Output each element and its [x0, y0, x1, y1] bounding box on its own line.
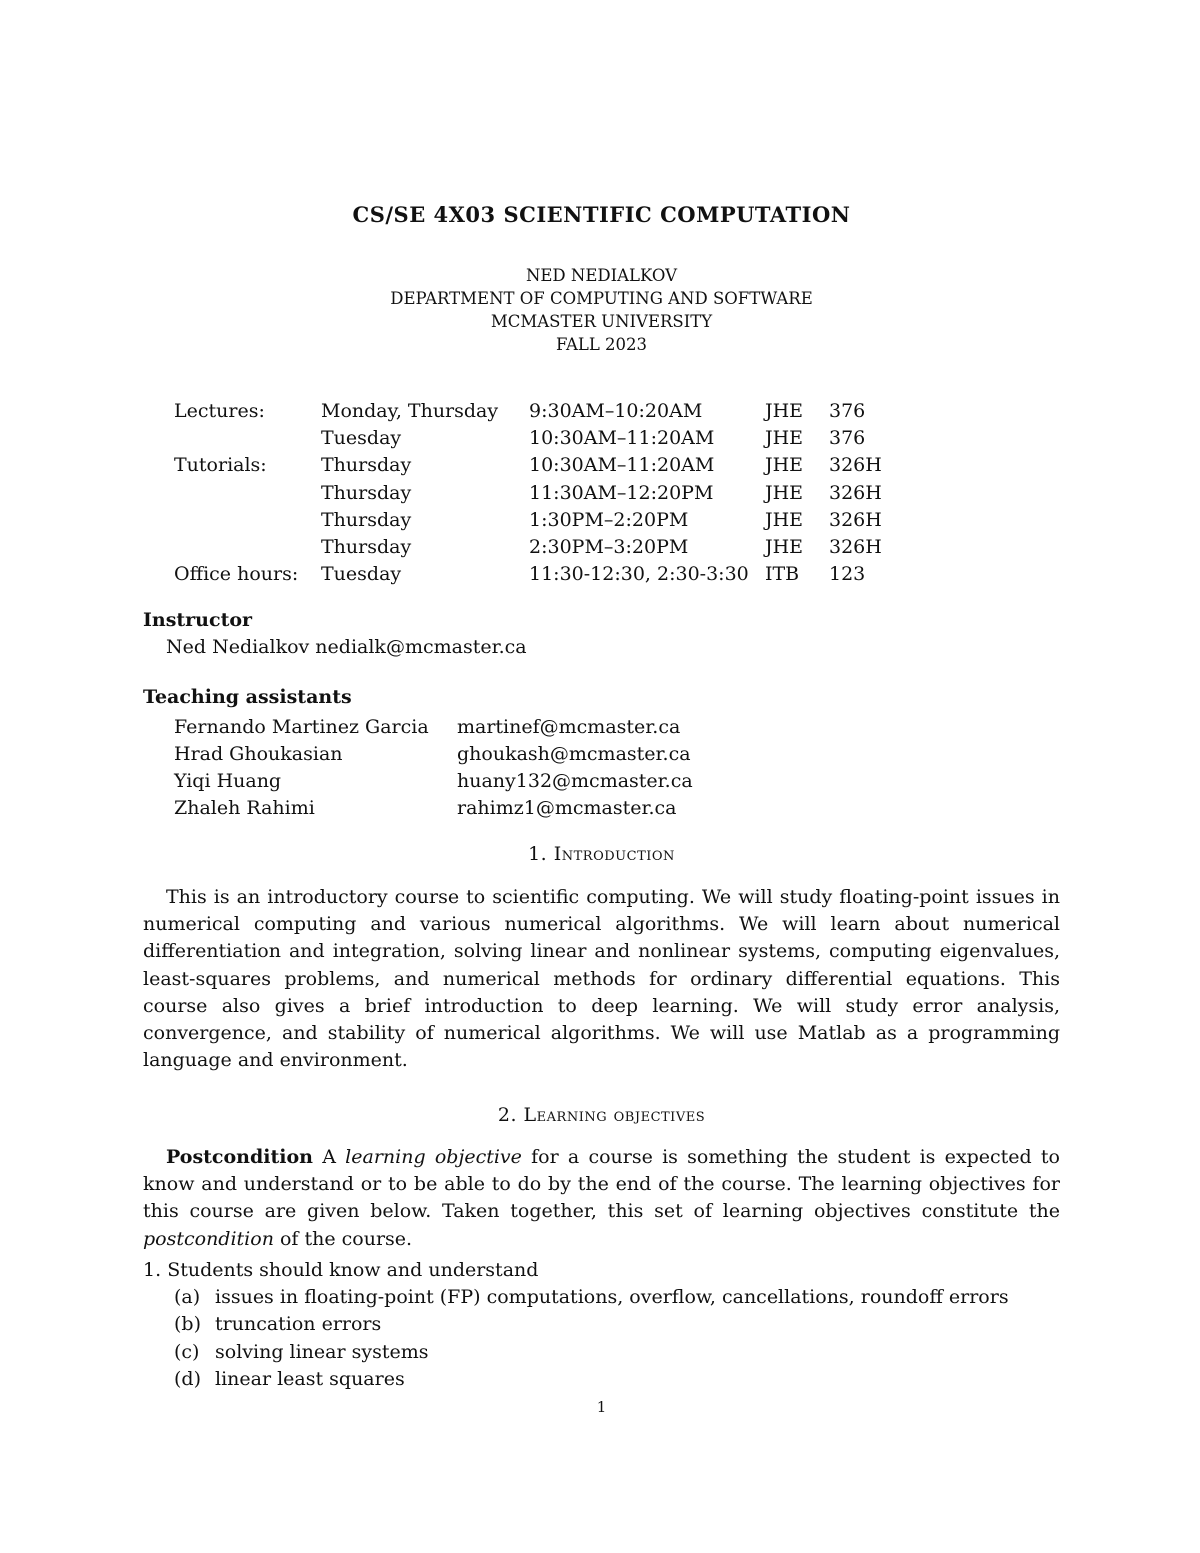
schedule-label: Lectures:: [174, 399, 265, 422]
schedule-row: [174, 479, 889, 506]
author-name: NED NEDIALKOV: [525, 266, 678, 285]
schedule-row: [174, 424, 889, 451]
ta-email: huany132@mcmaster.ca: [457, 769, 693, 792]
schedule-room: 326H: [829, 508, 882, 531]
schedule-time: 10:30AM–11:20AM: [529, 454, 715, 477]
list-item: [143, 1341, 1009, 1368]
subitem-label: (c): [174, 1340, 200, 1363]
course-title: CS/SE 4X03 SCIENTIFIC COMPUTATION: [352, 202, 851, 227]
schedule-room: 326H: [829, 536, 882, 559]
schedule-room: 326H: [829, 454, 882, 477]
objectives-list: [143, 1259, 1009, 1395]
subitem-label: (b): [174, 1313, 201, 1336]
table-row: [174, 740, 693, 767]
schedule-room: 123: [829, 563, 866, 586]
schedule-row: [174, 561, 889, 588]
schedule-time: 11:30AM–12:20PM: [529, 481, 714, 504]
item-text: Students should know and understand: [167, 1259, 539, 1281]
postcondition-text-c: of the course.: [279, 1227, 413, 1250]
schedule-time: 10:30AM–11:20AM: [529, 426, 715, 449]
table-row: [174, 795, 693, 822]
schedule-day: Tuesday: [321, 563, 402, 586]
schedule-building: JHE: [765, 399, 804, 422]
subitem-text: truncation errors: [215, 1313, 382, 1336]
postcondition-label: Postcondition: [166, 1146, 313, 1168]
university: MCMASTER UNIVERSITY: [490, 312, 713, 331]
subitem-label: (d): [174, 1367, 201, 1390]
schedule-row: [174, 506, 889, 533]
schedule-day: Thursday: [321, 536, 412, 559]
subitem-text: linear least squares: [215, 1367, 405, 1390]
schedule-building: JHE: [765, 508, 804, 531]
subitem-text: issues in floating-point (FP) computations, overflow, cancellations, roundoff errors: [215, 1286, 1009, 1309]
schedule-label: [174, 533, 321, 560]
schedule-row: [174, 533, 889, 560]
schedule-room: 326H: [829, 481, 882, 504]
schedule-label: [174, 424, 321, 451]
schedule-day: Thursday: [321, 454, 412, 477]
ta-name: Hrad Ghoukasian: [174, 742, 343, 765]
table-row: [174, 713, 693, 740]
list-item: [143, 1313, 1009, 1340]
instructor-heading: Instructor: [143, 609, 253, 631]
schedule-time: 2:30PM–3:20PM: [529, 536, 689, 559]
subitem-text: solving linear systems: [215, 1340, 429, 1363]
learning-objective-term: learning objective: [345, 1146, 522, 1168]
list-item: [143, 1368, 1009, 1395]
page-number: 1: [596, 1398, 607, 1416]
schedule-building: ITB: [765, 563, 800, 586]
ta-heading: Teaching assistants: [143, 686, 352, 708]
instructor-line: Ned Nedialkov nedialk@mcmaster.ca: [166, 636, 527, 658]
postcondition-term: postcondition: [143, 1227, 274, 1250]
schedule-day: Thursday: [321, 508, 412, 531]
schedule-table: [174, 397, 889, 588]
schedule-day: Monday, Thursday: [321, 399, 499, 422]
schedule-row: [174, 452, 889, 479]
list-item: [143, 1286, 1009, 1313]
schedule-label: Office hours:: [174, 563, 299, 586]
postcondition-text-a: A: [322, 1146, 336, 1168]
ta-name: Fernando Martinez Garcia: [174, 715, 429, 738]
schedule-time: 1:30PM–2:20PM: [529, 508, 689, 531]
term: FALL 2023: [555, 335, 648, 354]
author-block: [143, 264, 1060, 356]
schedule-room: 376: [829, 426, 866, 449]
postcondition-paragraph: [143, 1144, 1060, 1253]
schedule-room: 376: [829, 399, 866, 422]
schedule-time: 11:30-12:30, 2:30-3:30: [529, 563, 749, 586]
postcondition-text-b: for a course is something the student is expected to know and understand or to be able to do by the end of the course. The learning objectives for this course are given below. Taken together, this set of learning objectives constitute the: [143, 1146, 1060, 1223]
schedule-time: 9:30AM–10:20AM: [529, 399, 703, 422]
table-row: [174, 767, 693, 794]
ta-name: Zhaleh Rahimi: [174, 797, 315, 820]
intro-text: This is an introductory course to scientific computing. We will study floating-point issues in numerical computing and various numerical algorithms. We will learn about numerical differentiation and integration, solving linear and nonlinear systems, computing eigenvalues, least-squares problems, and numerical methods for ordinary differential equations. This course also gives a brief introduction to deep learning. We will study error analysis, convergence, and stability of numerical algorithms. We will use Matlab as a programming language and environment.: [143, 886, 1060, 1072]
schedule-label: [174, 506, 321, 533]
department: DEPARTMENT OF COMPUTING AND SOFTWARE: [390, 289, 813, 308]
schedule-building: JHE: [765, 481, 804, 504]
ta-name: Yiqi Huang: [174, 769, 282, 792]
ta-table: [174, 713, 693, 822]
schedule-label: [174, 479, 321, 506]
schedule-day: Thursday: [321, 481, 412, 504]
section-2-title: 2. Learning objectives: [497, 1104, 706, 1126]
schedule-label: Tutorials:: [174, 454, 267, 477]
ta-email: rahimz1@mcmaster.ca: [457, 797, 677, 820]
schedule-row: [174, 397, 889, 424]
schedule-building: JHE: [765, 454, 804, 477]
item-number: 1.: [143, 1259, 162, 1281]
schedule-building: JHE: [765, 536, 804, 559]
schedule-day: Tuesday: [321, 426, 402, 449]
subitem-label: (a): [174, 1286, 201, 1309]
section-1-title: 1. Introduction: [528, 843, 675, 865]
list-item: [143, 1259, 1009, 1286]
ta-email: ghoukash@mcmaster.ca: [457, 742, 691, 765]
section-1-body: [143, 884, 1060, 1074]
ta-email: martinef@mcmaster.ca: [457, 715, 681, 738]
schedule-building: JHE: [765, 426, 804, 449]
